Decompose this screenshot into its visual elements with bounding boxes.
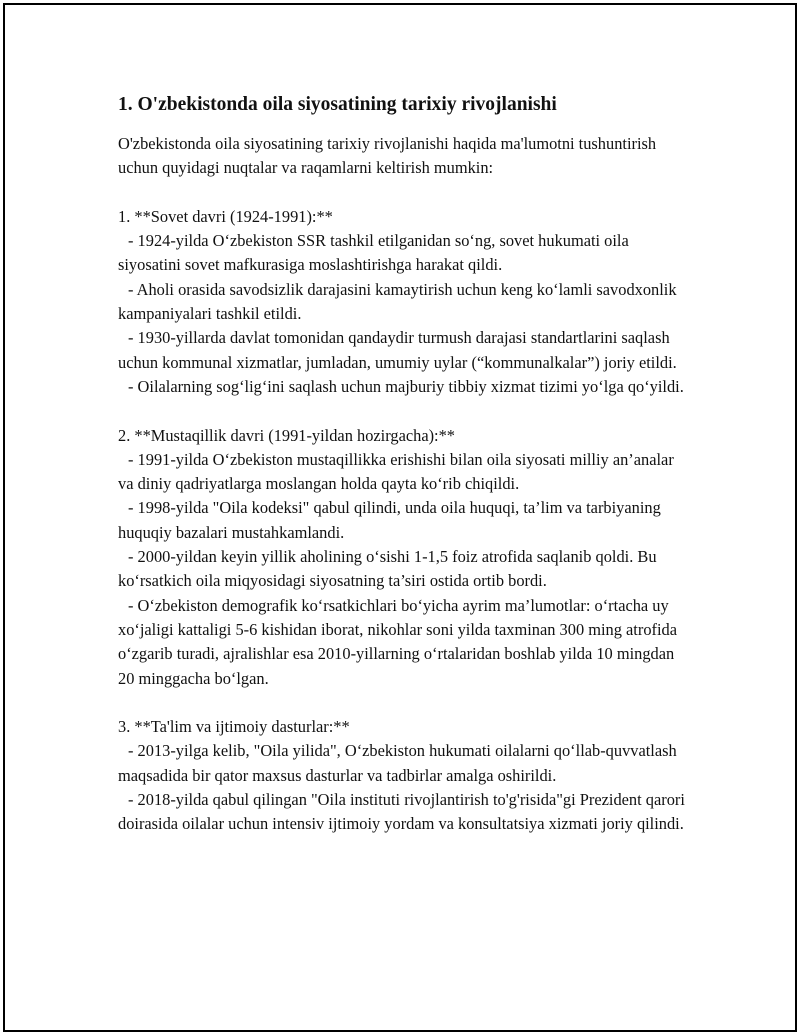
section-title: 2. **Mustaqillik davri (1991-yildan hozirgacha):** (118, 425, 456, 445)
section-title: 1. **Sovet davri (1924-1991):** (118, 206, 333, 226)
intro-paragraph: O'zbekistonda oila siyosatining tarixiy rivojlanishi haqida ma'lumotni tushuntirish uchun quyidagi nuqtalar va raqamlarni keltirish mumkin: (118, 134, 657, 178)
section-independence (118, 424, 688, 691)
list-item: - Aholi orasida savodsizlik darajasini kamaytirish uchun keng ko‘lamli savodxonlik kampaniyalari tashkil etildi. (118, 279, 677, 324)
section-education-social (118, 715, 688, 836)
list-item: - 1998-yilda "Oila kodeksi" qabul qilindi, unda oila huquqi, ta’lim va tarbiyaning huquqiy bazalari mustahkamlandi. (118, 498, 661, 542)
spacer (118, 181, 688, 205)
list-item: - 2018-yilda qabul qilingan "Oila instituti rivojlantirish to'g'risida"gi Prezident qarori doirasida oilalar uchun intensiv ijtimoiy yordam va konsultatsiya xizmati joriy qilindi. (118, 790, 685, 834)
list-item: - 2000-yildan keyin yillik aholining o‘sishi 1-1,5 foiz atrofida saqlanib qoldi. Bu ko‘rsatkich oila miqyosidagi siyosatning ta’siri ostida ortib bordi. (118, 547, 657, 591)
section-title: 3. **Ta'lim va ijtimoiy dasturlar:** (118, 717, 350, 737)
document-heading: 1. O'zbekistonda oila siyosatining tarixiy rivojlanishi (118, 94, 557, 115)
list-item: - O‘zbekiston demografik ko‘rsatkichlari bo‘yicha ayrim ma’lumotlar: o‘rtacha uy xo‘jaligi kattaligi 5-6 kishidan iborat, nikohlar soni yilda taxminan 300 ming atrofida o‘zgarib turadi, ajralishlar esa 2010-yillarning o‘rtalaridan boshlab yilda 10 mingdan 20 minggacha bo‘lgan. (118, 595, 677, 688)
spacer (118, 691, 688, 715)
spacer (118, 399, 688, 423)
list-item: - 2013-yilga kelib, "Oila yilida", O‘zbekiston hukumati oilalarni qo‘llab-quvvatlash maqsadida bir qator maxsus dasturlar va tadbirlar amalga oshirildi. (118, 741, 677, 785)
list-item: - Oilalarning sog‘lig‘ini saqlash uchun majburiy tibbiy xizmat tizimi yo‘lga qo‘yildi. (128, 376, 684, 396)
list-item: - 1991-yilda O‘zbekiston mustaqillikka erishishi bilan oila siyosati milliy an’analar va diniy qadriyatlarga moslangan holda qayta ko‘rib chiqildi. (118, 449, 674, 494)
list-item: - 1924-yilda O‘zbekiston SSR tashkil etilganidan so‘ng, sovet hukumati oila siyosatini sovet mafkurasiga moslashtirishga harakat qildi. (118, 231, 629, 275)
document-body (118, 92, 688, 837)
list-item: - 1930-yillarda davlat tomonidan qandaydir turmush darajasi standartlarini saqlash uchun kommunal xizmatlar, jumladan, umumiy uylar (“kommunalkalar”) joriy etildi. (118, 328, 677, 372)
section-soviet (118, 205, 688, 399)
